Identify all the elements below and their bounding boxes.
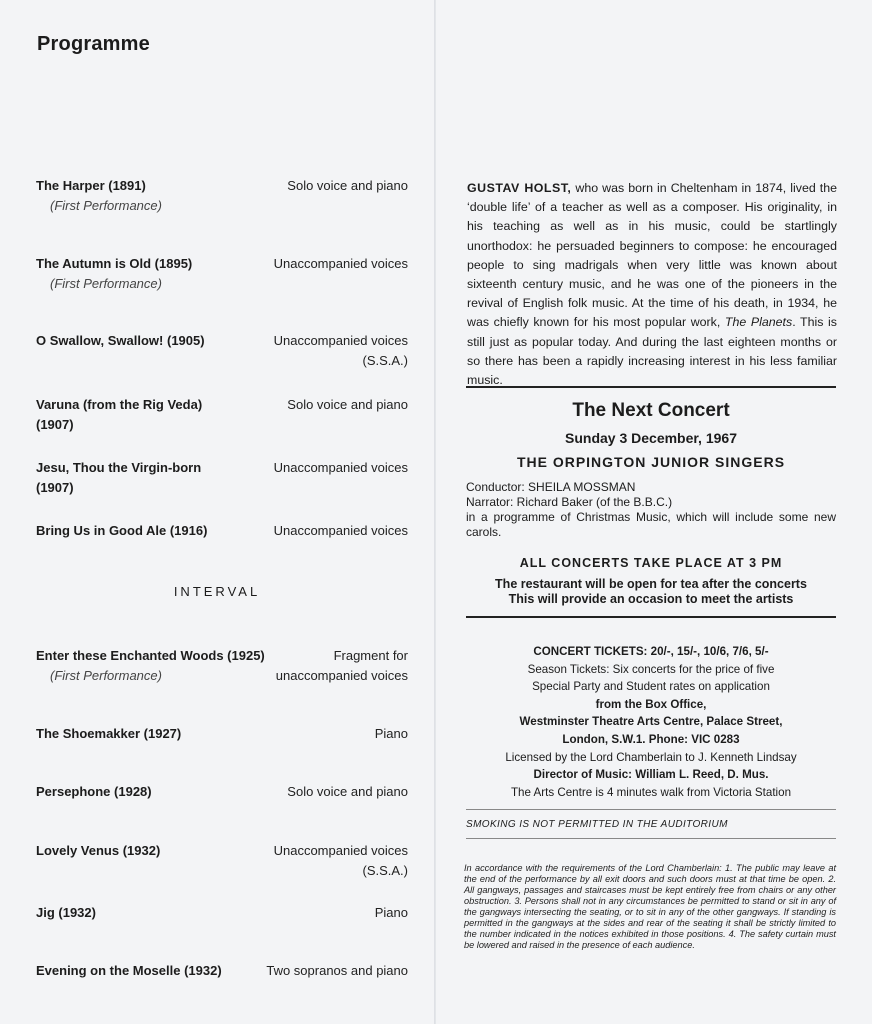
info-panel [436, 0, 872, 1024]
programme-item [36, 903, 408, 923]
divider [466, 386, 836, 388]
item-title: Bring Us in Good Ale (1916) [36, 523, 208, 538]
box-office: from the Box Office, [595, 697, 707, 711]
programme-item [36, 724, 408, 744]
item-note: (First Performance) [50, 668, 162, 683]
all-concerts-notice: ALL CONCERTS TAKE PLACE AT 3 PM [519, 556, 783, 570]
walk-line: The Arts Centre is 4 minutes walk from Victoria Station [510, 785, 792, 799]
scoring-line: Unaccompanied voices [273, 256, 408, 271]
item-scoring [274, 331, 408, 371]
item-title: The Harper (1891) [36, 178, 146, 193]
license-line: Licensed by the Lord Chamberlain to J. Kenneth Lindsay [505, 750, 797, 764]
programme-item [36, 395, 408, 435]
programme-item [36, 176, 408, 216]
director-line: Director of Music: William L. Reed, D. Mus. [533, 768, 769, 782]
item-title: The Shoemakker (1927) [36, 726, 182, 741]
item-title: Evening on the Moselle (1932) [36, 963, 222, 978]
programme-item [36, 331, 408, 368]
item-scoring [274, 521, 408, 541]
item-scoring [274, 458, 408, 478]
programme-item [36, 458, 408, 498]
scoring-line: Solo voice and piano [287, 784, 408, 799]
divider [466, 616, 836, 618]
item-title: O Swallow, Swallow! (1905) [36, 333, 205, 348]
item-scoring [375, 724, 408, 744]
programme-item [36, 841, 408, 878]
item-scoring [274, 841, 408, 881]
divider [466, 809, 836, 810]
scoring-line: Piano [374, 726, 408, 741]
programme-item [36, 961, 408, 981]
item-scoring [276, 646, 408, 686]
scoring-line: Solo voice and piano [287, 178, 408, 193]
item-scoring [274, 254, 408, 274]
item-scoring [287, 782, 408, 802]
scoring-line: Piano [374, 905, 408, 920]
item-scoring [287, 395, 408, 415]
next-concert-date: Sunday 3 December, 1967 [565, 430, 737, 446]
item-title: Varuna (from the Rig Veda) (1907) [36, 397, 203, 432]
scoring-line: Unaccompanied voices [273, 523, 408, 538]
special-rates: Special Party and Student rates on application [532, 680, 770, 694]
item-note: (First Performance) [50, 276, 162, 291]
next-concert-details [466, 480, 836, 540]
scoring-line: Fragment for [333, 648, 408, 663]
conductor-line: Conductor: SHEILA MOSSMAN [466, 480, 636, 494]
item-note: (First Performance) [50, 198, 162, 213]
item-title: The Autumn is Old (1895) [36, 256, 193, 271]
divider [466, 838, 836, 839]
programme-item [36, 782, 408, 802]
interval-label: INTERVAL [173, 584, 261, 599]
restaurant-line: The restaurant will be open for tea after the concerts [495, 577, 807, 591]
venue-line: Westminster Theatre Arts Centre, Palace Street, [519, 715, 783, 729]
item-title: Lovely Venus (1932) [36, 843, 161, 858]
holst-biography [467, 179, 837, 390]
item-title: Enter these Enchanted Woods (1925) [36, 648, 265, 663]
venue-phone: London, S.W.1. Phone: VIC 0283 [562, 732, 740, 746]
restaurant-notice [466, 577, 836, 607]
lord-chamberlain-notice: In accordance with the requirements of the Lord Chamberlain: 1. The public may leave at the end of the performance by all exit doors and such doors must at that time be open. 2. All gangways, passages and staircases must be kept entirely free from chairs or any other obstruction. 3. Persons shall not in any circumstances be permitted to stand or sit in any of the gangways intersecting the seating, or to sit in any of the other gangways. If standing is permitted in the gangways at the sides and rear of the seating it shall be strictly limited to the number indicated in the notices exhibited in those positions. 4. The safety curtain must be lowered and raised in the presence of each audience. [464, 863, 836, 950]
smoking-notice: SMOKING IS NOT PERMITTED IN THE AUDITORIUM [466, 819, 728, 830]
item-scoring [287, 176, 408, 196]
scoring-line: Unaccompanied voices [273, 460, 408, 475]
item-title: Jig (1932) [36, 905, 96, 920]
programme-panel [0, 0, 434, 1024]
bio-work-title: The Planets [724, 315, 793, 330]
item-scoring [375, 903, 408, 923]
item-title: Persephone (1928) [36, 784, 152, 799]
item-scoring [266, 961, 408, 981]
scoring-line: Unaccompanied voices [273, 333, 408, 348]
programme-line: in a programme of Christmas Music, which will include some new carols. [466, 510, 836, 539]
programme-item [36, 521, 408, 541]
item-title: Jesu, Thou the Virgin-born (1907) [36, 460, 202, 495]
season-tickets: Season Tickets: Six concerts for the price of five [527, 662, 775, 676]
programme-heading: Programme [37, 33, 150, 55]
bio-text-end: . This is still just as popular today. And during the last eighteen months or so there has been a rapidly increasing interest in his less familiar music. [467, 315, 837, 388]
scoring-line: (S.S.A.) [362, 863, 408, 878]
scoring-line: Unaccompanied voices [273, 843, 408, 858]
next-concert-title: The Next Concert [572, 400, 730, 421]
narrator-line: Narrator: Richard Baker (of the B.B.C.) [466, 495, 673, 509]
ticket-prices: CONCERT TICKETS: 20/-, 15/-, 10/6, 7/6, 5/- [533, 645, 769, 658]
programme-item [36, 254, 408, 294]
scoring-line: Two sopranos and piano [266, 963, 408, 978]
artists-line: This will provide an occasion to meet the artists [508, 592, 794, 606]
bio-text: who was born in Cheltenham in 1874, lived the ‘double life’ of a teacher as well as a composer. His originality, in his teaching as well as in his music, could be startlingly unorthodox: he persuaded beginners to compose: he encouraged people to sing madrigals when very little was known about sixteenth century music, and he was one of the pioneers in the revival of English folk music. At the time of his death, in 1934, he was chiefly known for his most popular work, [467, 181, 837, 330]
ticket-info [466, 643, 836, 801]
programme-item [36, 646, 408, 686]
scoring-line: (S.S.A.) [362, 353, 408, 368]
scoring-line: unaccompanied voices [275, 668, 408, 683]
bio-lead: GUSTAV HOLST, [467, 181, 572, 195]
next-concert-group: THE ORPINGTON JUNIOR SINGERS [516, 454, 786, 470]
scoring-line: Solo voice and piano [287, 397, 408, 412]
